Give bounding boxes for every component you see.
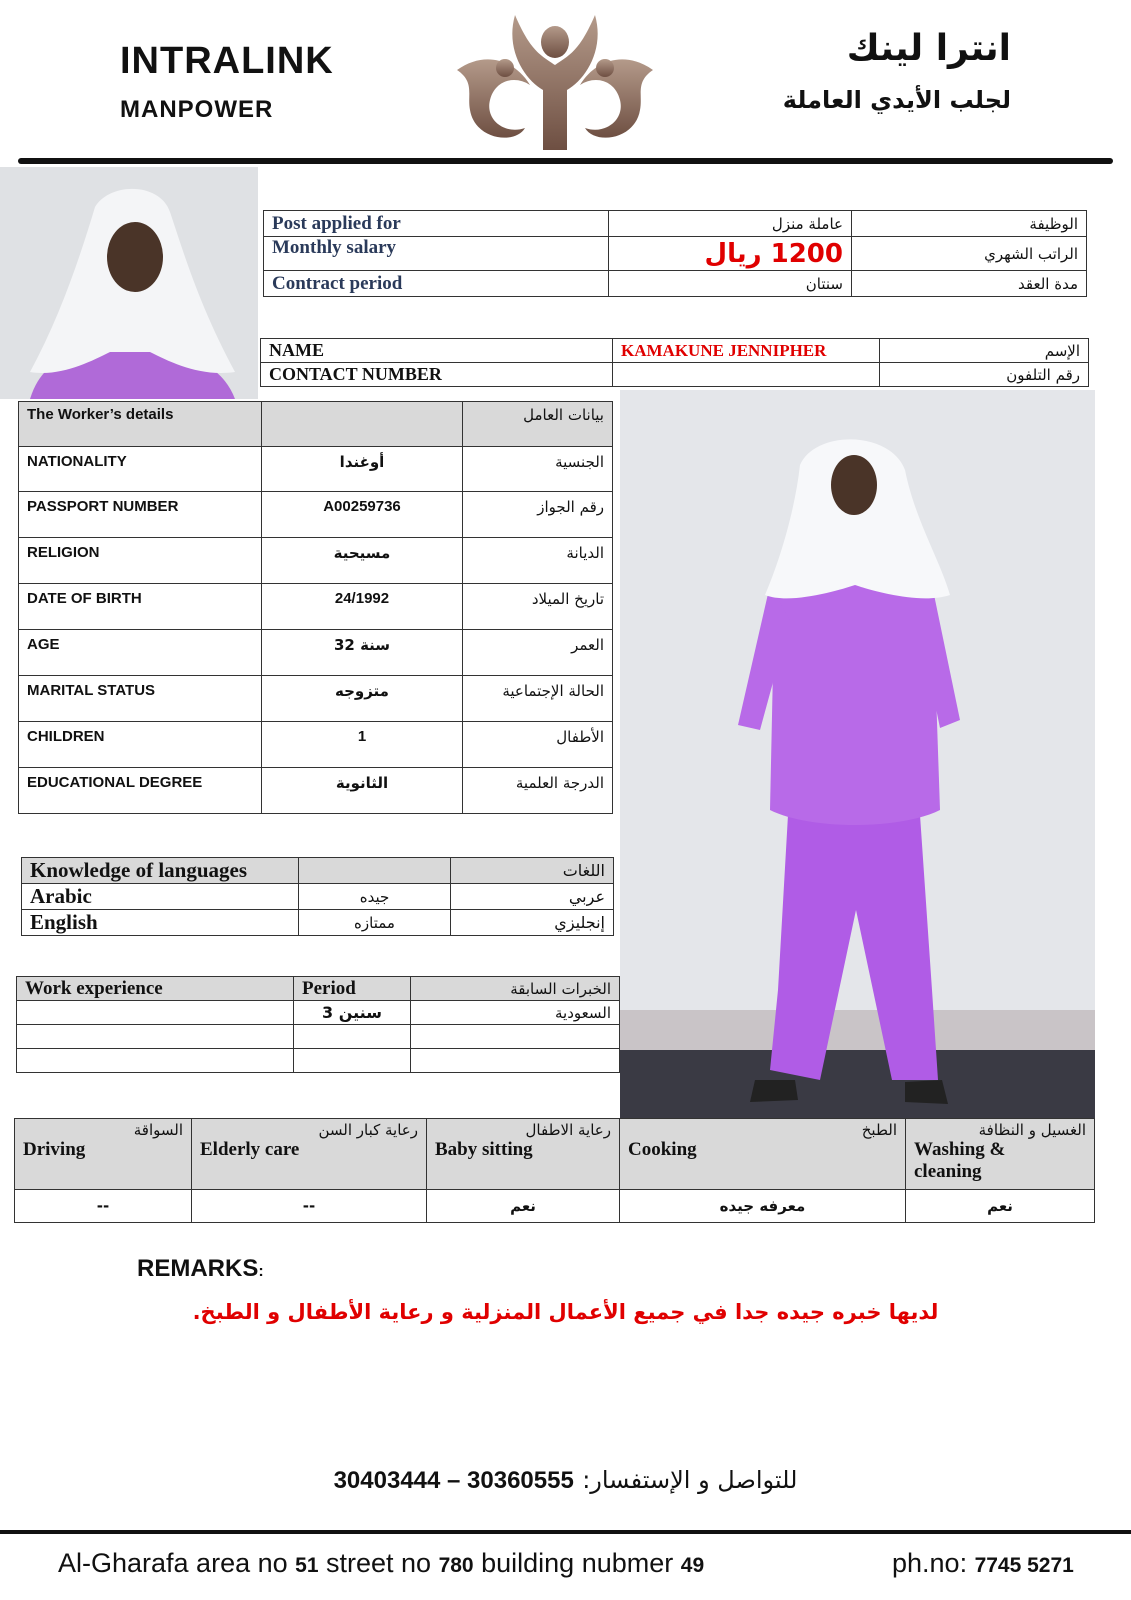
detail-label-en: CHILDREN (19, 722, 262, 768)
worker-photo-small (0, 167, 258, 399)
skill-label-en: Washing & cleaning (914, 1139, 1006, 1182)
remarks-text: لديها خبره جيده جدا في جميع الأعمال المنزلية و رعاية الأطفال و الطبخ. (192, 1300, 939, 1324)
skill-cell (427, 1119, 620, 1190)
languages-header-empty (299, 858, 451, 884)
table-header-row (22, 858, 614, 884)
table-row (22, 884, 614, 910)
table-row (19, 584, 613, 630)
contract-label-ar: مدة العقد (852, 271, 1087, 297)
detail-label-ar: العمر (463, 630, 613, 676)
table-row (19, 630, 613, 676)
worker-name: KAMAKUNE JENNIPHER (613, 339, 880, 363)
detail-label-en: AGE (19, 630, 262, 676)
skill-cell (15, 1119, 192, 1190)
table-row (264, 211, 1087, 237)
table-row (19, 492, 613, 538)
table-row (17, 1049, 620, 1073)
worker-details-header-en: The Worker’s details (19, 402, 262, 447)
skill-cell (906, 1119, 1095, 1190)
table-row (15, 1190, 1095, 1223)
skill-label-ar: رعاية كبار السن (318, 1121, 418, 1139)
detail-label-en: DATE OF BIRTH (19, 584, 262, 630)
languages-header-ar: اللغات (451, 858, 614, 884)
post-value: عاملة منزل (609, 211, 852, 237)
language-name-ar: عربي (451, 884, 614, 910)
detail-value: مسيحية (262, 538, 463, 584)
language-level: ممتازه (299, 910, 451, 936)
contact-numbers: 30403444 – 30360555 (333, 1467, 574, 1494)
contract-label-en: Contract period (264, 271, 609, 297)
skill-value: -- (192, 1190, 427, 1223)
contact-line (0, 1466, 1131, 1495)
footer-phone: ph.no: 7745 5271 (892, 1548, 1074, 1578)
salary-value: 1200 ريال (609, 237, 852, 271)
table-row (264, 271, 1087, 297)
brand-subtitle-ar: لجلب الأيدي العاملة (782, 86, 1011, 114)
detail-value: 32 سنة (262, 630, 463, 676)
salary-label-en: Monthly salary (264, 237, 609, 271)
languages-header-en: Knowledge of languages (22, 858, 299, 884)
table-header-row (17, 977, 620, 1001)
contact-number-value (613, 363, 880, 387)
brand-name-en: INTRALINK (120, 40, 334, 82)
skill-label-en: Elderly care (200, 1139, 300, 1160)
skill-value: نعم (906, 1190, 1095, 1223)
table-row (261, 363, 1089, 387)
contact-label: للتواصل و الإستفسار: (582, 1466, 798, 1494)
work-experience-table (16, 976, 620, 1073)
table-row (261, 339, 1089, 363)
worker-details-table (18, 401, 613, 814)
language-name-en: Arabic (22, 884, 299, 910)
brand-name-ar: انترا لينك (846, 28, 1011, 69)
detail-label-en: MARITAL STATUS (19, 676, 262, 722)
detail-label-en: RELIGION (19, 538, 262, 584)
detail-label-ar: الجنسية (463, 447, 613, 492)
skill-label-ar: الغسيل و النظافة (978, 1121, 1086, 1139)
detail-value: 24/1992 (262, 584, 463, 630)
remarks-label: REMARKS: (137, 1255, 264, 1282)
salary-label-ar: الراتب الشهري (852, 237, 1087, 271)
detail-label-en: NATIONALITY (19, 447, 262, 492)
worker-details-header-ar: بيانات العامل (463, 402, 613, 447)
skill-cell (620, 1119, 906, 1190)
detail-value: 1 (262, 722, 463, 768)
header-divider (18, 158, 1113, 164)
languages-table (21, 857, 614, 936)
skill-label-en: Baby sitting (435, 1139, 533, 1160)
experience-country-ar (411, 1049, 620, 1073)
experience-employer-en (17, 1025, 294, 1049)
detail-label-ar: الدرجة العلمية (463, 768, 613, 814)
worker-photo-full (620, 390, 1095, 1118)
skill-label-en: Driving (23, 1139, 86, 1160)
table-row (17, 1025, 620, 1049)
skill-label-en: Cooking (628, 1139, 697, 1160)
experience-employer-en (17, 1001, 294, 1025)
detail-label-en: PASSPORT NUMBER (19, 492, 262, 538)
table-row (19, 676, 613, 722)
language-name-en: English (22, 910, 299, 936)
skill-value: -- (15, 1190, 192, 1223)
job-info-table (263, 210, 1087, 297)
language-level: جيده (299, 884, 451, 910)
skill-label-ar: السواقة (133, 1121, 183, 1139)
table-row (19, 538, 613, 584)
experience-period: 3 سنين (294, 1001, 411, 1025)
detail-value: متزوجه (262, 676, 463, 722)
detail-label-ar: الأطفال (463, 722, 613, 768)
table-header-row (19, 402, 613, 447)
experience-employer-en (17, 1049, 294, 1073)
experience-header-en: Work experience (17, 977, 294, 1001)
company-logo-icon (455, 10, 655, 160)
brand-subtitle-en: MANPOWER (120, 96, 274, 123)
skills-table (14, 1118, 1095, 1223)
table-row (22, 910, 614, 936)
contact-number-label-en: CONTACT NUMBER (261, 363, 613, 387)
experience-country-ar: السعودية (411, 1001, 620, 1025)
table-row (19, 722, 613, 768)
name-label-ar: الإسم (880, 339, 1089, 363)
table-header-row (15, 1119, 1095, 1190)
experience-country-ar (411, 1025, 620, 1049)
detail-label-en: EDUCATIONAL DEGREE (19, 768, 262, 814)
worker-details-header-empty (262, 402, 463, 447)
table-row (19, 447, 613, 492)
post-label-ar: الوظيفة (852, 211, 1087, 237)
contract-value: سنتان (609, 271, 852, 297)
name-table (260, 338, 1089, 387)
detail-label-ar: الديانة (463, 538, 613, 584)
skill-value: معرفه جيده (620, 1190, 906, 1223)
skill-label-ar: الطبخ (861, 1121, 897, 1139)
detail-value: الثانوية (262, 768, 463, 814)
detail-label-ar: تاريخ الميلاد (463, 584, 613, 630)
footer-address: Al-Gharafa area no 51 street no 780 building nubmer 49 (58, 1548, 705, 1578)
post-label-en: Post applied for (264, 211, 609, 237)
detail-value: A00259736 (262, 492, 463, 538)
skill-label-ar: رعاية الاطفال (525, 1121, 611, 1139)
detail-label-ar: الحالة الإجتماعية (463, 676, 613, 722)
table-row (19, 768, 613, 814)
skill-cell (192, 1119, 427, 1190)
detail-value: أوغندا (262, 447, 463, 492)
name-label-en: NAME (261, 339, 613, 363)
experience-period (294, 1025, 411, 1049)
contact-number-label-ar: رقم التلفون (880, 363, 1089, 387)
experience-header-ar: الخبرات السابقة (411, 977, 620, 1001)
experience-header-period: Period (294, 977, 411, 1001)
language-name-ar: إنجليزي (451, 910, 614, 936)
table-row (264, 237, 1087, 271)
detail-label-ar: رقم الجواز (463, 492, 613, 538)
table-row (17, 1001, 620, 1025)
skill-value: نعم (427, 1190, 620, 1223)
experience-period (294, 1049, 411, 1073)
footer-divider (0, 1530, 1131, 1534)
